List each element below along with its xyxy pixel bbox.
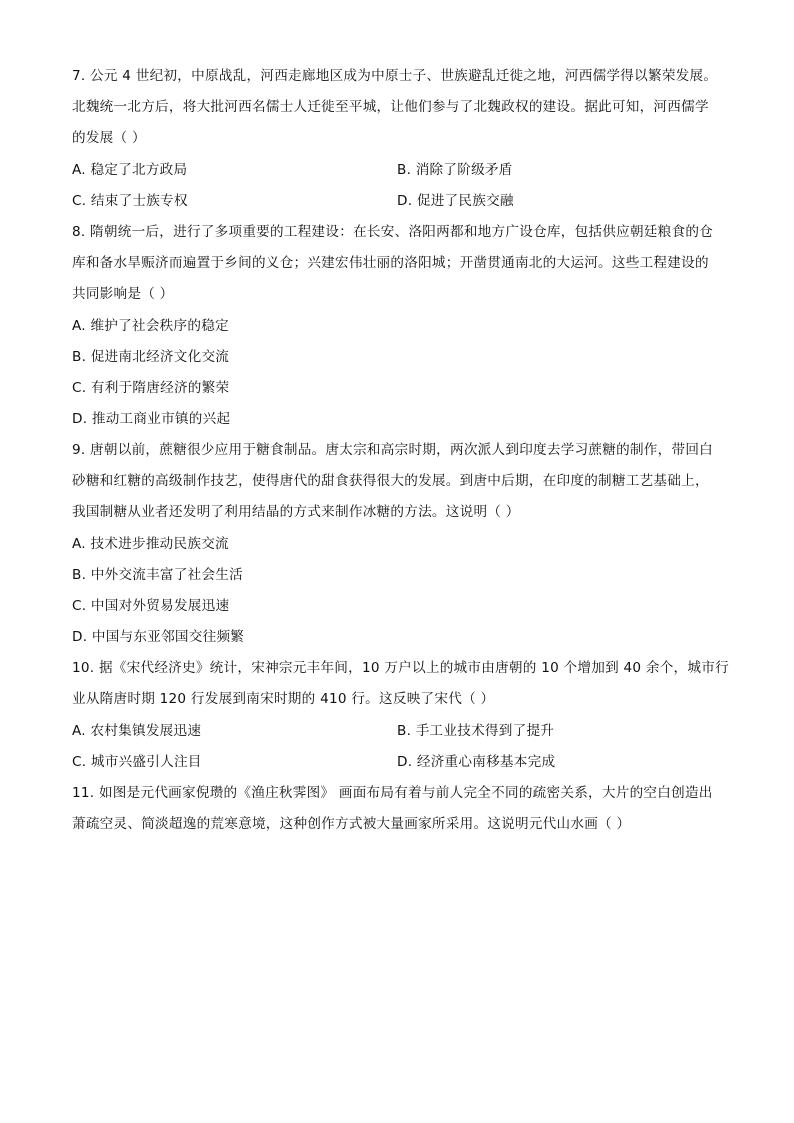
question-7-option-b: B. 消除了阶级矛盾	[397, 162, 513, 178]
question-7-line-2: 北魏统一北方后，将大批河西名儒士人迁徙至平城，让他们参与了北魏政权的建设。据此可知，河西儒学	[72, 99, 709, 115]
question-11-line-2: 萧疏空灵、简淡超逸的荒寒意境，这种创作方式被大量画家所采用。这说明元代山水画（ ）	[72, 816, 631, 832]
question-9-line-3: 我国制糖从业者还发明了利用结晶的方式来制作冰糖的方法。这说明（ ）	[72, 504, 520, 520]
question-11-line-1: 11. 如图是元代画家倪瓒的《渔庄秋霁图》 画面布局有着与前人完全不同的疏密关系，大片的空白创造出	[72, 785, 713, 801]
question-8-option-b: B. 促进南北经济文化交流	[72, 349, 230, 365]
question-9-option-c: C. 中国对外贸易发展迅速	[72, 598, 230, 614]
question-10-option-b: B. 手工业技术得到了提升	[397, 723, 555, 739]
question-7-line-3: 的发展（ ）	[72, 130, 146, 146]
question-7-option-d: D. 促进了民族交融	[397, 193, 514, 209]
question-9-line-2: 砂糖和红糖的高级制作技艺，使得唐代的甜食获得很大的发展。到唐中后期，在印度的制糖工艺基础上，	[72, 473, 709, 489]
question-9-line-1: 9. 唐朝以前，蔗糖很少应用于糖食制品。唐太宗和高宗时期，两次派人到印度去学习蔗糖的制作，带回白	[72, 442, 714, 458]
question-7-line-1: 7. 公元 4 世纪初，中原战乱，河西走廊地区成为中原士子、世族避乱迁徙之地，河西儒学得以繁荣发展。	[72, 68, 718, 84]
question-8-line-1: 8. 隋朝统一后，进行了多项重要的工程建设：在长安、洛阳两都和地方广设仓库，包括供应朝廷粮食的仓	[72, 224, 714, 240]
question-10-option-a: A. 农村集镇发展迅速	[72, 723, 202, 739]
question-10-option-c: C. 城市兴盛引人注目	[72, 754, 202, 770]
question-7-option-a: A. 稳定了北方政局	[72, 162, 188, 178]
question-7-option-c: C. 结束了士族专权	[72, 193, 188, 209]
question-9-option-d: D. 中国与东亚邻国交往频繁	[72, 629, 245, 645]
question-9-option-b: B. 中外交流丰富了社会生活	[72, 567, 243, 583]
question-8-line-2: 库和备水旱赈济而遍置于乡间的义仓；兴建宏伟壮丽的洛阳城；开凿贯通南北的大运河。这些工程建设的	[72, 255, 709, 271]
question-10-line-2: 业从隋唐时期 120 行发展到南宋时期的 410 行。这反映了宋代（ ）	[72, 691, 495, 707]
question-8-option-a: A. 维护了社会秩序的稳定	[72, 318, 229, 334]
question-10-option-d: D. 经济重心南移基本完成	[397, 754, 556, 770]
question-10-line-1: 10. 据《宋代经济史》统计，宋神宗元丰年间，10 万户以上的城市由唐朝的 10 个增加到 40 余个，城市行	[72, 660, 729, 676]
question-8-option-c: C. 有利于隋唐经济的繁荣	[72, 380, 230, 396]
question-9-option-a: A. 技术进步推动民族交流	[72, 536, 229, 552]
question-8-line-3: 共同影响是（ ）	[72, 286, 174, 302]
question-8-option-d: D. 推动工商业市镇的兴起	[72, 411, 231, 427]
